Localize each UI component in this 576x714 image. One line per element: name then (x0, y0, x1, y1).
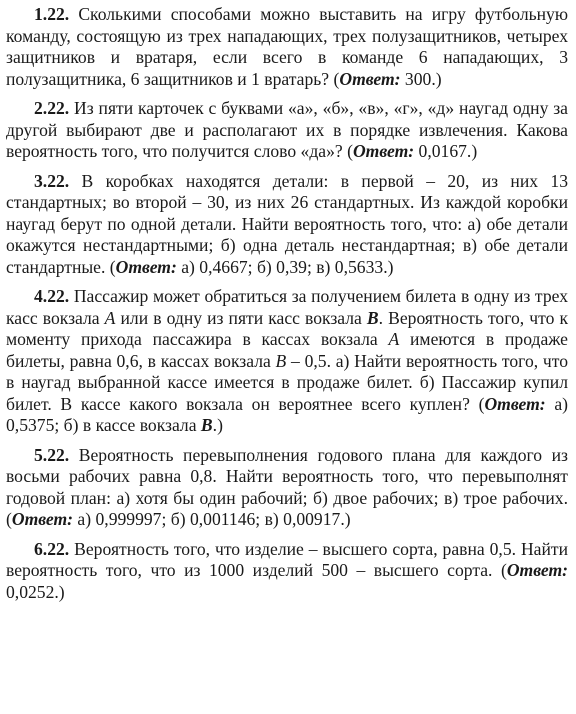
problem-3 (6, 171, 568, 279)
problem-5 (6, 445, 568, 531)
problem-text: Вероятность того, что изделие – высшего сорта, равна 0,5. Найти вероятность того, что из 1000 изделий 500 – высшего сорта. ( (6, 538, 568, 580)
answer-label: Ответ: (484, 393, 546, 414)
problem-text: . Вероятность того, что к моменту прихода пассажира в кассах вокзала (6, 307, 568, 349)
problem-number: 2.22. (34, 98, 70, 118)
variable-symbol: В (366, 307, 379, 328)
problem-text: Вероятность перевыполнения годового плана для каждого из восьми рабочих равна 0,8. Найти вероятность того, что перевыполнят годовой план: а) хотя бы один рабочий; б) двое рабочих; в) трое рабочих. ( (6, 444, 568, 529)
problem-text: Сколькими способами можно выставить на игру футбольную команду, состоящую из трех нападающих, трех полузащитников, четырех защитников и вратаря, если всего в команде 6 нападающих, 3 полузащитника, 6 защитников и 1 вратарь? ( (6, 4, 568, 89)
variable-symbol: А (104, 307, 116, 328)
problem-text: 0,0252.) (6, 581, 65, 602)
problem-text: В коробках находятся детали: в первой – 20, из них 13 стандартных; во второй – 30, из них 26 стандартных. Из каждой коробки наугад берут по одной детали. Найти вероятность того, что: а) обе детали окажутся нестандартными; б) одна деталь нестандартная; в) обе детали стандартные. ( (6, 170, 568, 277)
answer-label: Ответ: (352, 141, 415, 161)
problem-text: Пассажир может обратиться за получением билета в одну из трех касс вокзала (6, 286, 568, 328)
problem-text: а) 0,5375; б) в кассе вокзала (6, 393, 568, 435)
problem-text: – 0,5. а) Найти вероятность того, что в наугад выбранной кассе имеется в продаже билет. б) Пассажир купил билет. В кассе какого вокзала он вероятнее всего куплен? ( (6, 350, 569, 414)
problem-1 (6, 4, 568, 90)
problem-text: имеются в продаже билеты, равна 0,6, в кассах вокзала (6, 329, 568, 371)
problem-text: Из пяти карточек с буквами «а», «б», «в», «г», «д» наугад одну за другой выбирают две и располагают их в порядке извлечения. Какова вероятность того, что получится слово «да»? ( (6, 98, 568, 161)
answer-label: Ответ: (506, 560, 568, 580)
problem-text: или в одну из пяти касс вокзала (115, 307, 367, 328)
variable-symbol: А (388, 329, 400, 349)
problem-number: 5.22. (34, 444, 70, 465)
problem-text: а) 0,999997; б) 0,001146; в) 0,00917.) (73, 509, 351, 529)
problem-4 (6, 286, 568, 437)
answer-label: Ответ: (115, 256, 177, 277)
problem-text: .) (212, 415, 223, 435)
problem-text: а) 0,4667; б) 0,39; в) 0,5633.) (176, 256, 394, 277)
answer-label: Ответ: (339, 68, 401, 89)
problem-text: 0,0167.) (414, 141, 478, 161)
problem-text: 300.) (400, 68, 442, 89)
problem-number: 3.22. (34, 170, 70, 191)
variable-symbol: В (200, 415, 213, 435)
answer-label: Ответ: (11, 509, 74, 529)
problem-number: 6.22. (34, 538, 70, 559)
problem-number: 1.22. (34, 4, 70, 24)
variable-symbol: В (275, 350, 287, 371)
problem-2 (6, 98, 568, 163)
problem-6 (6, 539, 568, 604)
problem-number: 4.22. (34, 286, 70, 306)
